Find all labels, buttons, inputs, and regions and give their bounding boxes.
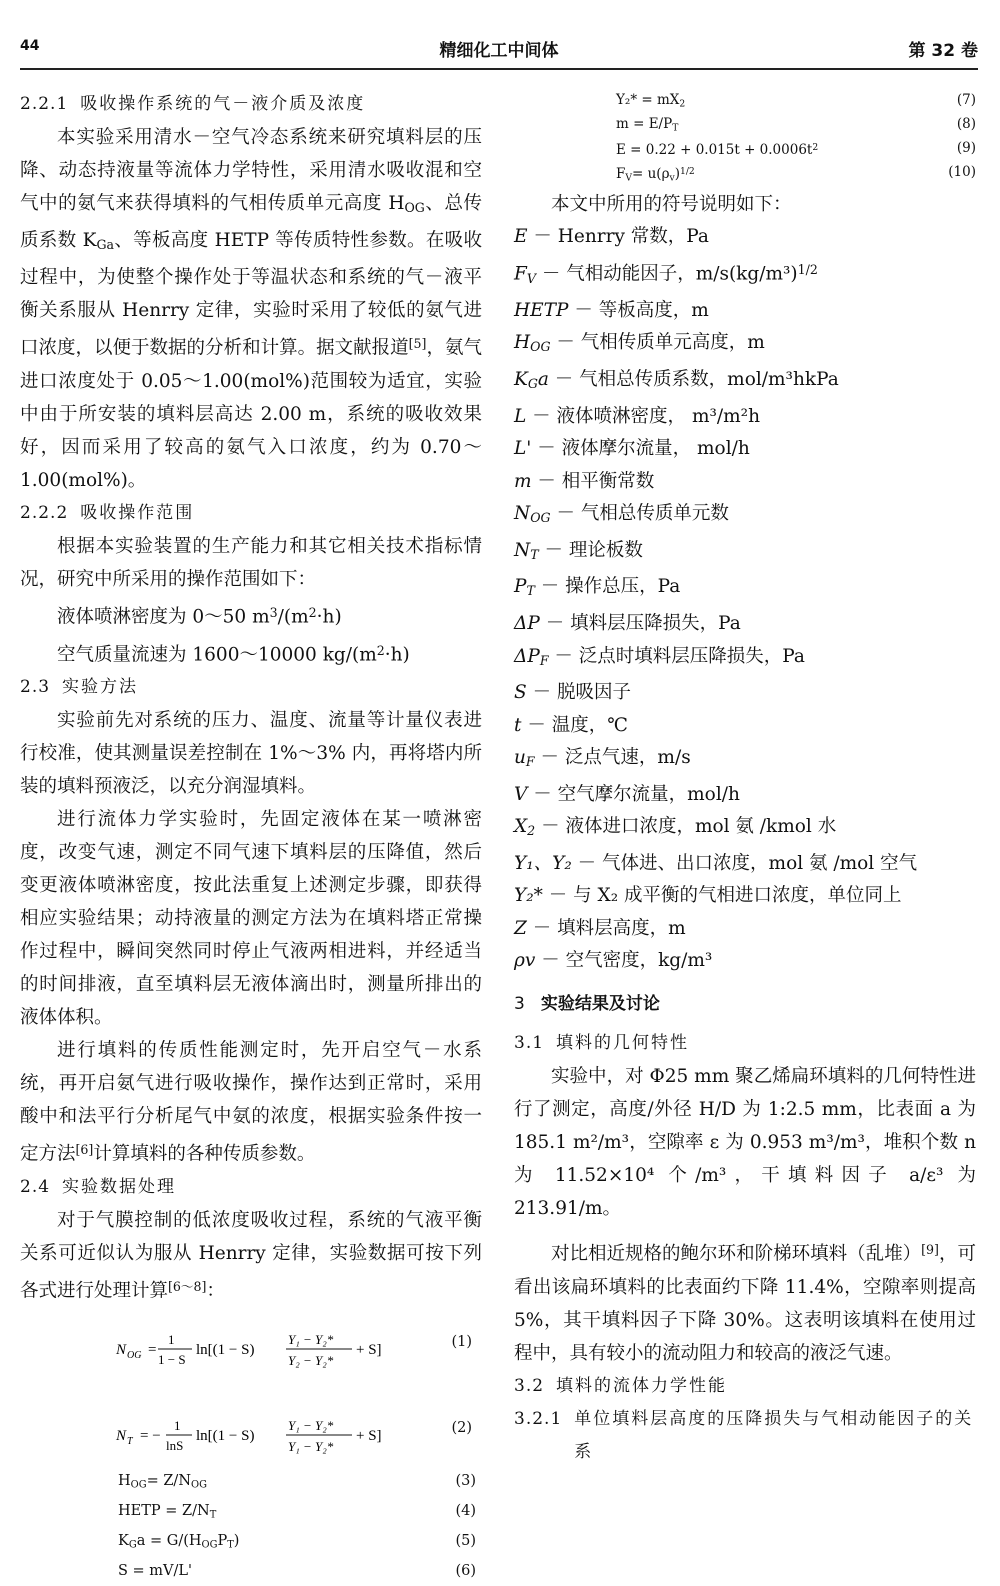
svg-text:+ S]: + S] xyxy=(356,1341,382,1358)
symbol-row: $K_Ga$ － 气相总传质系数，mol/m³hkPa xyxy=(514,368,839,392)
symbol-row: S － 脱吸因子 xyxy=(514,682,631,704)
symbol-row: $P_T$ － 操作总压，Pa xyxy=(514,576,681,599)
section-2-2-2-heading: 2.2.2 吸收操作范围 xyxy=(20,502,195,523)
right-column xyxy=(514,88,976,1469)
svg-text:Y₁ − Y₂*: Y₁ − Y₂* xyxy=(288,1417,334,1433)
symbol-row: L' － 液体摩尔流量， mol/h xyxy=(514,438,750,460)
paragraph: 实验前先对系统的压力、温度、流量等计量仪表进行校准，使其测量误差控制在 1%～3% 内，再将塔内所装的填料预液泛，以充分润湿填料。 xyxy=(20,710,482,798)
symbol-row: E － Henrry 常数，Pa xyxy=(514,226,709,247)
page-number: 44 xyxy=(20,38,40,54)
symbol-row: $X_2$ － 液体进口浓度，mol 氨 /kmol 水 xyxy=(514,816,837,839)
symbol-row: ΔP － 填料层压降损失，Pa xyxy=(514,613,741,634)
paragraph: 进行填料的传质性能测定时，先开启空气－水系统，再开启氨气进行吸收操作，操作达到正常时，采用酸中和法平行分析尾气中氨的浓度，根据实验条件按一定方法[6]计算填料的各种传质参数。 xyxy=(20,1040,482,1165)
svg-text:T: T xyxy=(127,1435,133,1447)
journal-title: 精细化工中间体 xyxy=(439,41,559,61)
symbol-row: $N_T$ － 理论板数 xyxy=(514,539,643,562)
svg-text:N: N xyxy=(116,1341,127,1358)
equation-4: HETP = $Z/N_T$ (4) xyxy=(118,1502,476,1521)
equation-2-formula xyxy=(116,1414,406,1458)
symbol-list xyxy=(514,221,976,978)
range-air: 空气质量流速为 1600～10000 $kg/(m^2\cdot h)$ xyxy=(57,642,410,666)
paragraph: 对于气膜控制的低浓度吸收过程，系统的气液平衡关系可近似认为服从 Henrry 定律，实验数据可按下列各式进行处理计算[6～8]： xyxy=(20,1209,482,1302)
section-3-2-heading: 3.2 填料的流体力学性能 xyxy=(514,1375,728,1396)
svg-text:ln[(1 − S): ln[(1 − S) xyxy=(196,1427,255,1444)
svg-text:Y₁ − Y₂*: Y₁ − Y₂* xyxy=(288,1438,334,1454)
paragraph: 对比相近规格的鲍尔环和阶梯环填料（乱堆）[9]，可看出该扁环填料的比表面约下降 11.4%，空隙率则提高 5%，其干填料因子下降 30%。这表明该填料在使用过程中，具有较小的流动阻力和较高的液泛气速。 xyxy=(514,1241,976,1364)
svg-text:= −: = − xyxy=(140,1427,161,1444)
equation-5: $K_Ga = G/(H_{OG}P_T)$ (5) xyxy=(118,1532,476,1551)
equation-1-formula xyxy=(116,1328,406,1372)
page-header xyxy=(20,34,978,70)
symbol-row: Y₂* － 与 X₂ 成平衡的气相进口浓度，单位同上 xyxy=(514,885,902,907)
symbol-row: L － 液体喷淋密度， m³/m²h xyxy=(514,405,761,427)
equation-2: N T = − 1 lnS ln[(1 − S) Y₁ − Y₂* Y₁ − Y₂* + S] (2) xyxy=(20,1394,482,1466)
symbol-row: Y₁、Y₂ － 气体进、出口浓度，mol 氨 /mol 空气 xyxy=(514,852,918,874)
svg-text:N: N xyxy=(116,1427,127,1444)
svg-text:ln[(1 − S): ln[(1 − S) xyxy=(196,1341,255,1358)
symbol-row: ρv － 空气密度，kg/m³ xyxy=(514,950,713,972)
symbol-row: $F_V$ － 气相动能因子，$m/s(kg/m^3)^{1/2}$ xyxy=(514,261,818,286)
symbol-row: $\Delta P_F$ － 泛点时填料层压降损失，Pa xyxy=(514,645,805,668)
svg-text:Y₁ − Y₂*: Y₁ − Y₂* xyxy=(288,1331,334,1347)
paragraph: 根据本实验装置的生产能力和其它相关技术指标情况，研究中所采用的操作范围如下： xyxy=(20,535,482,590)
svg-text:1 − S: 1 − S xyxy=(158,1351,186,1367)
section-2-2-1-heading: 2.2.1 吸收操作系统的气－液介质及浓度 xyxy=(20,94,366,114)
symbol-row: $u_F$ － 泛点气速，m/s xyxy=(514,747,691,770)
equation-9: $E = 0.22 + 0.015t + 0.0006t^2$ (9) xyxy=(616,140,976,159)
symbol-row: V － 空气摩尔流量，mol/h xyxy=(514,783,740,805)
volume-label: 第 32 卷 xyxy=(908,41,978,61)
equation-10: $F_V= u(\rho_v)^{1/2}$ (10) xyxy=(616,164,976,184)
symbol-row: t － 温度，℃ xyxy=(514,714,628,736)
equation-8: $m = E/P_T$ (8) xyxy=(616,116,976,134)
symbol-intro: 本文中所用的符号说明如下： xyxy=(551,194,792,215)
symbol-row: Z － 填料层高度，m xyxy=(514,917,686,939)
section-3-heading: 3 实验结果及讨论 xyxy=(514,993,660,1014)
section-3-1-heading: 3.1 填料的几何特性 xyxy=(514,1032,690,1053)
paragraph: 本实验采用清水－空气冷态系统来研究填料层的压降、动态持液量等流体力学特性，采用清水吸收混和空气中的氨气来获得填料的气相传质单元高度 $H_{OG}$、总传质系数 $K_{Ga}$、等板高度 HETP 等传质特性参数。在吸收过程中，为使整个操作处于等温状态和系统的气－液平衡关系服从 Henrry 定律，实验时采用了较低的氨气进口浓度，以便于数据的分析和计算。据文献报道[5]，氨气进口浓度处于 0.05～1.00(mol%)范围较为适宜，实验中由于所安装的填料层高达 2.00 m，系统的吸收效果好，因而采用了较高的氨气入口浓度，约为 0.70～1.00(mol%)。 xyxy=(20,127,482,491)
equation-7: $Y_2* = mX_2$ (7) xyxy=(616,92,976,110)
section-2-4-heading: 2.4 实验数据处理 xyxy=(20,1176,177,1197)
svg-text:1: 1 xyxy=(168,1331,175,1347)
svg-text:=: = xyxy=(148,1341,157,1358)
symbol-row: m － 相平衡常数 xyxy=(514,470,655,492)
svg-text:1: 1 xyxy=(174,1417,181,1433)
svg-text:OG: OG xyxy=(127,1349,142,1361)
equation-3: $H_{OG}= Z/N_{OG}$ (3) xyxy=(118,1472,476,1491)
symbol-row: HETP － 等板高度，m xyxy=(514,299,709,321)
svg-text:+ S]: + S] xyxy=(356,1427,382,1444)
section-3-2-1-heading: 3.2.1 单位填料层高度的压降损失与气相动能因子的关系 xyxy=(514,1408,974,1462)
svg-text:lnS: lnS xyxy=(166,1437,184,1453)
left-column xyxy=(20,88,482,1586)
equation-1: N OG = 1 1 − S ln[(1 − S) Y₁ − Y₂* Y₂ − Y₂* + S] (1) xyxy=(20,1308,482,1380)
svg-text:Y₂ − Y₂*: Y₂ − Y₂* xyxy=(288,1352,334,1368)
paragraph: 进行流体力学实验时，先固定液体在某一喷淋密度，改变气速，测定不同气速下填料层的压降值，然后变更液体喷淋密度，按此法重复上述测定步骤，即获得相应实验结果；动持液量的测定方法为在填料塔正常操作过程中，瞬间突然同时停止气液两相进料，并经适当的时间排液，直至填料层无液体滴出时，测量所排出的液体体积。 xyxy=(20,809,482,1029)
symbol-row: $H_{OG}$ － 气相传质单元高度，m xyxy=(514,332,765,355)
symbol-row: $N_{OG}$ － 气相总传质单元数 xyxy=(514,503,729,526)
equation-6: S = mV/L' (6) xyxy=(118,1562,476,1579)
range-liquid: 液体喷淋密度为 0～50 $m^3/(m^2\cdot h)$ xyxy=(57,604,342,628)
paragraph: 实验中，对 Φ25 mm 聚乙烯扁环填料的几何特性进行了测定，高度/外径 H/D 为 1:2.5 mm，比表面 a 为 185.1 m²/m³，空隙率 ε 为 0.953 m³/m³，堆积个数 n 为 11.52×10⁴ 个/m³，干填料因子 a/ε³ 为 213.91/m。 xyxy=(514,1065,976,1219)
section-2-3-heading: 2.3 实验方法 xyxy=(20,677,139,698)
